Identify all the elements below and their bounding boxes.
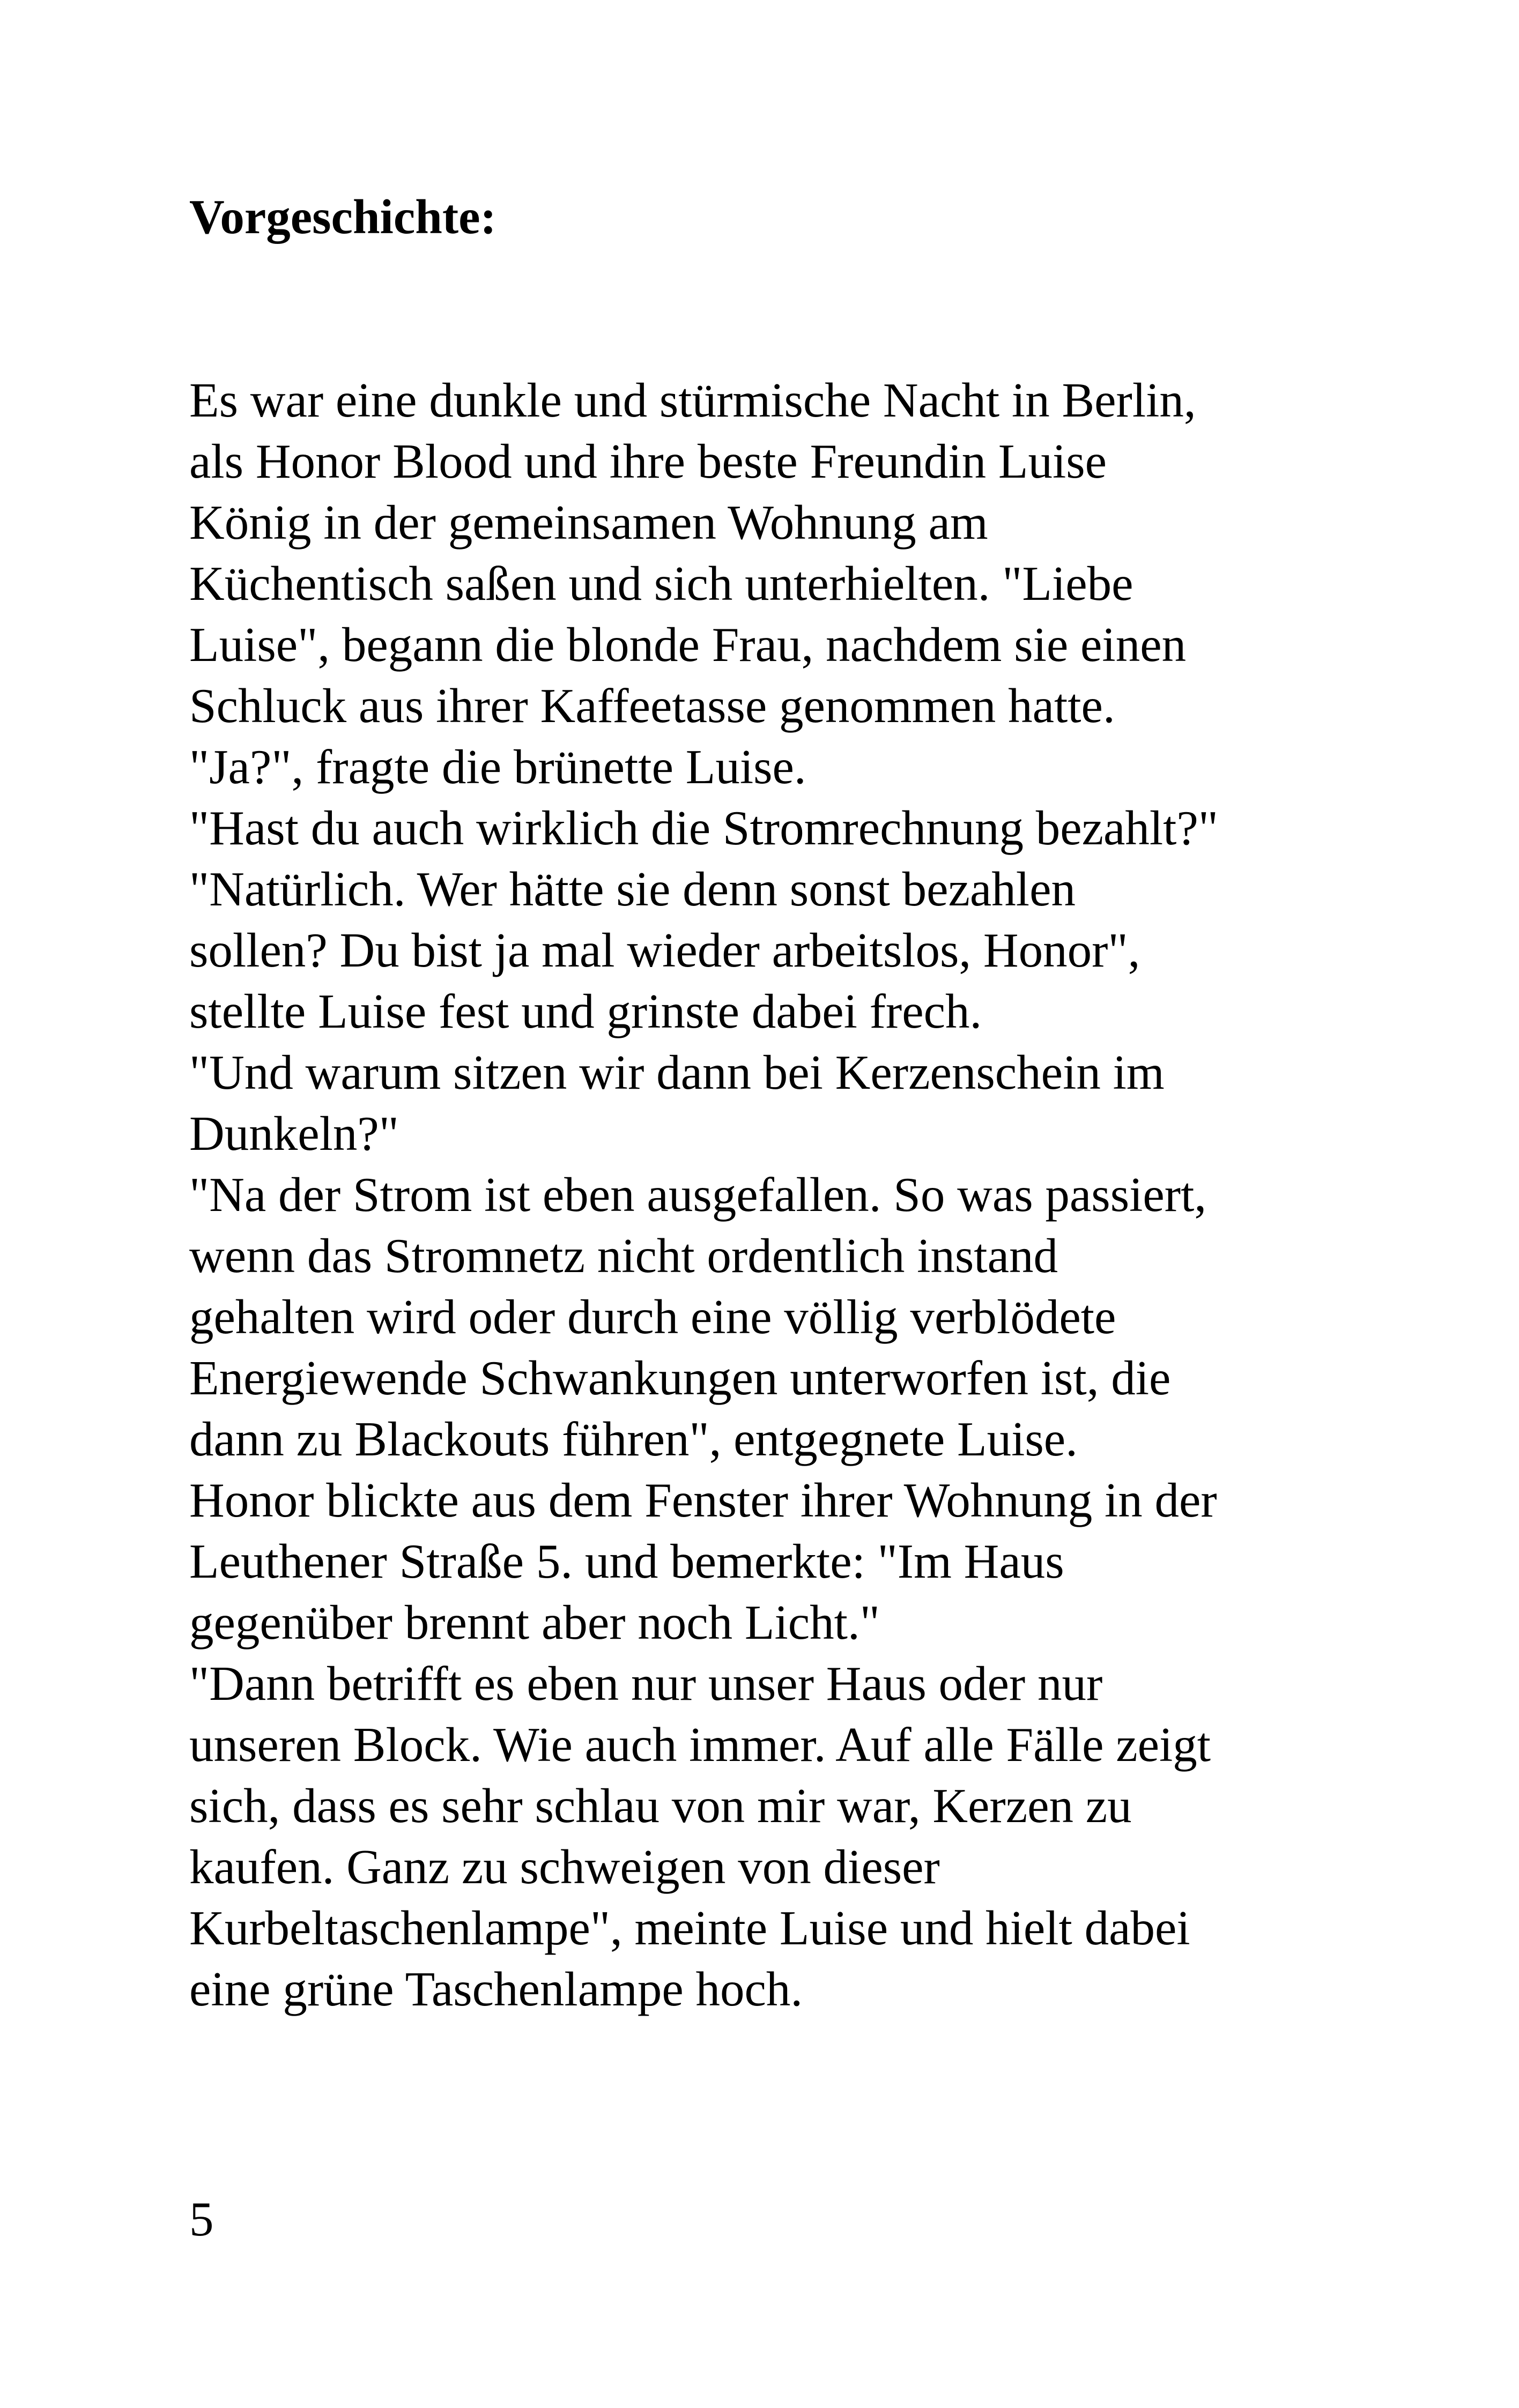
- text-line: Energiewende Schwankungen unterworfen ist, die: [189, 1351, 1171, 1405]
- text-line: sich, dass es sehr schlau von mir war, Kerzen zu: [189, 1779, 1132, 1833]
- text-line: König in der gemeinsamen Wohnung am: [189, 495, 988, 549]
- text-line: Dunkeln?": [189, 1106, 399, 1161]
- text-line: als Honor Blood und ihre beste Freundin Luise: [189, 434, 1107, 488]
- text-line: "Na der Strom ist eben ausgefallen. So was passiert,: [189, 1168, 1207, 1222]
- text-line: eine grüne Taschenlampe hoch.: [189, 1962, 803, 2016]
- text-line: Schluck aus ihrer Kaffeetasse genommen hatte.: [189, 679, 1115, 733]
- text-line: wenn das Stromnetz nicht ordentlich instand: [189, 1229, 1058, 1283]
- page-number: 5: [189, 2192, 214, 2246]
- text-line: dann zu Blackouts führen", entgegnete Luise.: [189, 1412, 1078, 1466]
- text-line: "Hast du auch wirklich die Stromrechnung bezahlt?": [189, 801, 1218, 855]
- text-line: "Ja?", fragte die brünette Luise.: [189, 740, 806, 794]
- chapter-heading: Vorgeschichte:: [189, 190, 497, 244]
- text-line: "Natürlich. Wer hätte sie denn sonst bezahlen: [189, 862, 1076, 916]
- text-line: Luise", begann die blonde Frau, nachdem sie einen: [189, 618, 1187, 672]
- text-line: unseren Block. Wie auch immer. Auf alle Fälle zeigt: [189, 1718, 1211, 1772]
- text-line: Honor blickte aus dem Fenster ihrer Wohnung in der: [189, 1473, 1217, 1527]
- text-line: "Und warum sitzen wir dann bei Kerzenschein im: [189, 1045, 1165, 1099]
- text-line: stellte Luise fest und grinste dabei frech.: [189, 984, 982, 1038]
- text-line: sollen? Du bist ja mal wieder arbeitslos, Honor",: [189, 923, 1140, 977]
- text-line: "Dann betrifft es eben nur unser Haus oder nur: [189, 1656, 1103, 1711]
- text-line: kaufen. Ganz zu schweigen von dieser: [189, 1840, 940, 1894]
- text-line: Leuthener Straße 5. und bemerkte: "Im Haus: [189, 1534, 1064, 1588]
- text-line: gegenüber brennt aber noch Licht.": [189, 1595, 880, 1649]
- text-line: Küchentisch saßen und sich unterhielten. "Liebe: [189, 556, 1133, 611]
- body-text: [189, 370, 1218, 2020]
- text-line: Kurbeltaschenlampe", meinte Luise und hielt dabei: [189, 1901, 1190, 1955]
- text-line: Es war eine dunkle und stürmische Nacht in Berlin,: [189, 373, 1196, 427]
- text-line: gehalten wird oder durch eine völlig verblödete: [189, 1290, 1116, 1344]
